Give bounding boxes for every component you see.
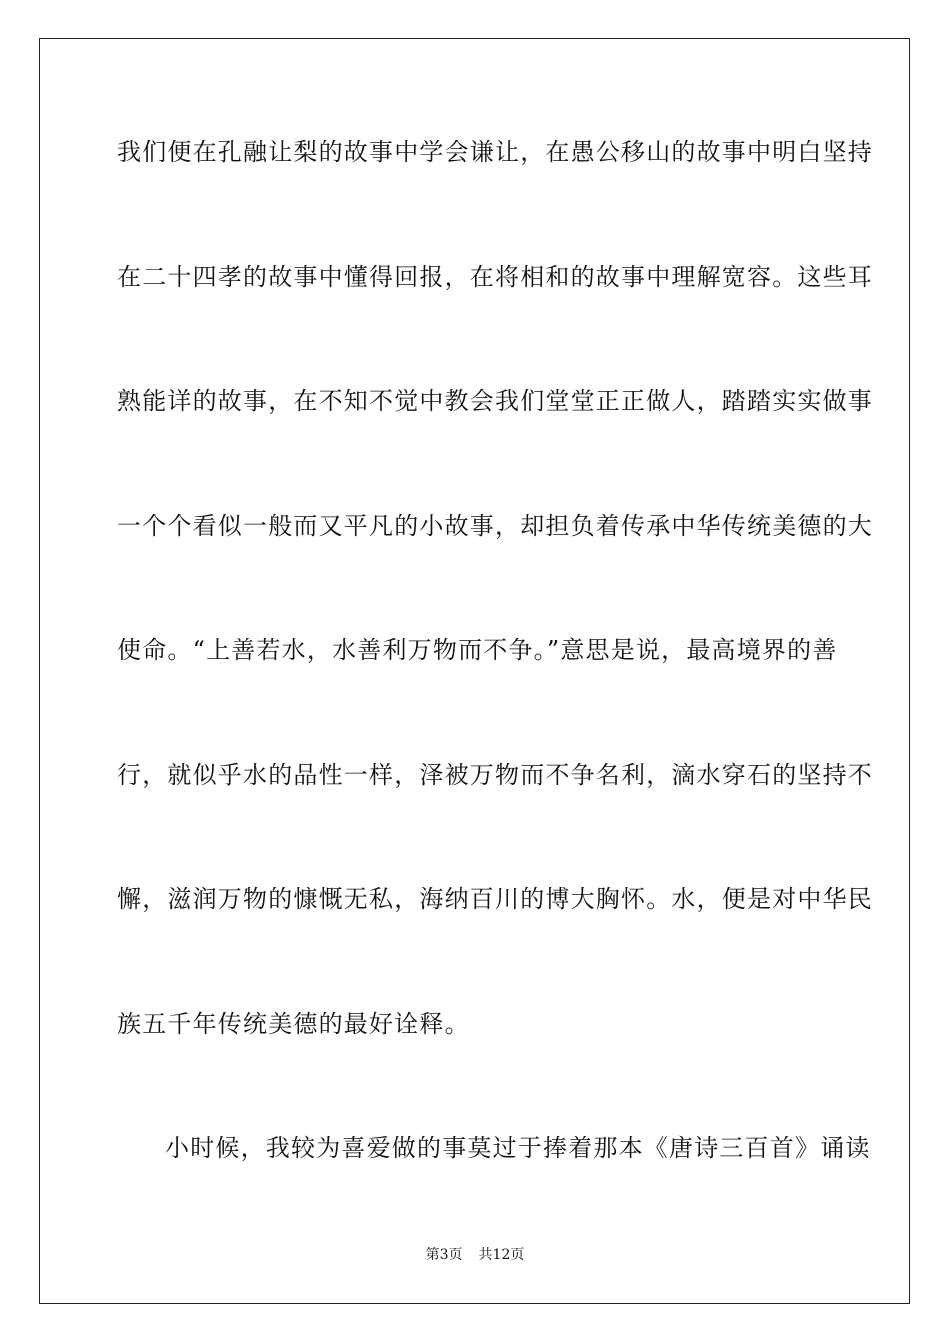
page-border — [39, 38, 910, 1304]
text-line-6: 行，就似乎水的品性一样，泽被万物而不争名利，滴水穿石的坚持不 — [117, 761, 873, 789]
page-footer — [0, 1246, 950, 1264]
page-total: 共12页 — [478, 1247, 525, 1263]
text-line-4: 一个个看似一般而又平凡的小故事，却担负着传承中华传统美德的大 — [117, 512, 873, 540]
text-line-9: 小时候，我较为喜爱做的事莫过于捧着那本《唐诗三百首》诵读 — [165, 1134, 871, 1162]
text-line-3: 熟能详的故事，在不知不觉中教会我们堂堂正正做人，踏踏实实做事 — [117, 387, 873, 415]
text-line-7: 懈，滋润万物的慷慨无私，海纳百川的博大胸怀。水，便是对中华民 — [117, 885, 873, 913]
text-line-2: 在二十四孝的故事中懂得回报，在将相和的故事中理解宽容。这些耳 — [117, 263, 873, 291]
text-line-8: 族五千年传统美德的最好诠释。 — [117, 1010, 470, 1038]
page-number: 第3页 — [425, 1247, 463, 1263]
text-line-5: 使命。“上善若水，水善利万物而不争。”意思是说，最高境界的善 — [117, 636, 838, 664]
text-line-1: 我们便在孔融让梨的故事中学会谦让，在愚公移山的故事中明白坚持 — [117, 138, 873, 166]
